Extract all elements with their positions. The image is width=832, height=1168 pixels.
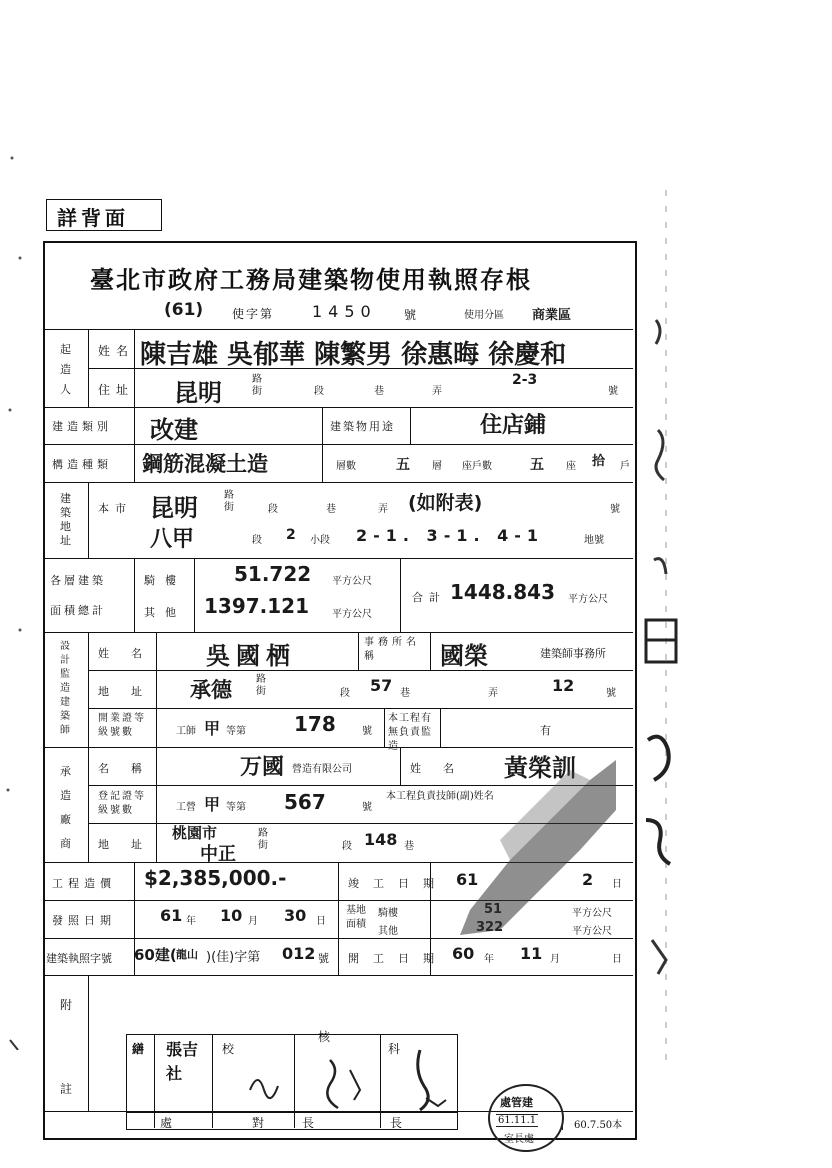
builder-street: 街 (252, 386, 262, 397)
architect-license-hao: 號 (362, 726, 372, 737)
architect-no: 12 (552, 676, 575, 695)
area-total-label: 合計 (412, 591, 446, 604)
form-title: 臺北市政府工務局建築物使用執照存根 (90, 265, 532, 294)
site-lot-hao: 地號 (584, 535, 604, 546)
units2-unit: 戶 (620, 461, 630, 472)
area-total: 1448.843 (450, 580, 556, 604)
stamp-cell-5: 處 (160, 1116, 173, 1130)
permit-char: 使字第 (232, 307, 275, 321)
builder-addr-label: 住址 (98, 383, 135, 397)
struct-value: 鋼筋混凝土造 (142, 452, 268, 476)
permit-value: 60建( (134, 946, 177, 964)
contractor-owner-label: 姓名 (410, 762, 476, 775)
bleed-through-marks (640, 180, 832, 1080)
architect-office-suffix: 建築師事務所 (540, 647, 606, 660)
stamp-cell-2: 校 (222, 1042, 235, 1056)
builder-addr-name: 昆明 (174, 379, 222, 407)
permit-number: 1450 (312, 302, 377, 321)
contractor-cert-label: 登記證等級號數 (98, 791, 146, 816)
permit-hao: 號 (318, 952, 329, 965)
done-day: 2 (582, 870, 594, 889)
contractor-name-label: 名稱 (98, 762, 164, 775)
contractor-addr-2: 中正 (200, 844, 236, 865)
architect-license-label: 開業證等級號數 (98, 713, 146, 738)
contractor-addr-1: 桃園市 (172, 824, 218, 842)
architect-reg-label: 本工程有無負責監造 (388, 713, 432, 752)
site-sub-label: 小段 (310, 535, 330, 546)
units-value: 五 (530, 457, 544, 473)
builder-name-label: 姓名 (98, 344, 135, 358)
architect-nong: 弄 (488, 688, 498, 699)
start-nian: 年 (484, 954, 494, 965)
site-section-label: 建築地址 (60, 492, 71, 547)
area-label-2: 面積總計 (50, 604, 106, 617)
units2-value: 拾 (592, 454, 606, 469)
architect-name-label: 姓名 (98, 647, 164, 660)
cost-value: $2,385,000.- (144, 866, 287, 890)
architect-duan: 段 (340, 688, 350, 699)
builder-hao: 號 (608, 386, 618, 397)
area-arcade: 51.722 (234, 562, 312, 586)
type-value: 改建 (150, 416, 198, 444)
contractor-section-label: 承造廠商 (60, 765, 71, 850)
contractor-cert-hao: 號 (362, 802, 372, 813)
base-arcade-unit: 平方公尺 (572, 908, 612, 919)
use-label: 建築物用途 (330, 420, 395, 433)
architect-license-mid: 等第 (226, 726, 246, 737)
architect-section-label: 設計監造建築師 (60, 641, 70, 736)
area-label-1: 各層建築 (50, 574, 106, 587)
contractor-cert-pre: 工營 (176, 802, 196, 813)
permit-value2: )(佳)字第 (206, 950, 261, 965)
base-arcade-label: 騎樓 (378, 908, 398, 919)
units-unit: 座 (566, 461, 576, 472)
issue-ri: 日 (316, 916, 326, 927)
contractor-addr-label: 地址 (98, 838, 164, 851)
area-arcade-label: 騎樓 (144, 574, 186, 587)
builder-names: 陳吉雄 吳郁華 陳繁男 徐惠晦 徐慶和 (140, 340, 567, 370)
permit-no: 012 (282, 944, 316, 963)
area-other: 1397.121 (204, 594, 310, 618)
start-yue: 月 (550, 954, 560, 965)
architect-office: 國榮 (440, 642, 488, 670)
signature-marks (230, 1040, 470, 1120)
zone-value: 商業區 (532, 308, 572, 323)
builder-xiang: 巷 (374, 386, 384, 397)
floors-label: 層數 (336, 461, 356, 472)
use-value: 住店鋪 (480, 413, 547, 438)
start-ri: 日 (612, 954, 622, 965)
permit-hao: 號 (404, 308, 417, 322)
type-label: 建造類別 (52, 420, 112, 433)
contractor-cert-grade: 甲 (204, 795, 221, 814)
site-hao: 號 (610, 504, 620, 515)
units-label: 座戶數 (462, 461, 492, 472)
stamp-cell-8: 長 (390, 1116, 403, 1130)
contractor-name: 万國 (240, 755, 285, 780)
seal-line-3: 室長處 (504, 1134, 534, 1145)
permit-year: (61) (164, 300, 204, 320)
contractor-duan: 段 (342, 841, 352, 852)
architect-hao: 號 (606, 688, 616, 699)
architect-name: 吳國栖 (206, 642, 296, 670)
seal-line-1: 處管建 (500, 1096, 533, 1109)
contractor-tech-label: 本工程負責技師(副)姓名 (386, 791, 494, 802)
architect-addr: 承德 (190, 678, 232, 702)
contractor-owner: 黃榮訓 (504, 754, 576, 782)
issue-month: 10 (220, 906, 243, 925)
builder-addr-no: 2-3 (512, 372, 538, 388)
done-year: 61 (456, 870, 479, 889)
site-note: (如附表) (408, 492, 483, 514)
remarks-label-1: 附 (60, 998, 73, 1012)
stamp-cell-4: 科 (388, 1042, 401, 1056)
builder-nong: 弄 (432, 386, 442, 397)
permit-sub: 龍山 (176, 948, 198, 961)
architect-xiang: 巷 (400, 688, 410, 699)
zone-label: 使用分區 (464, 310, 504, 321)
site-nong: 弄 (378, 504, 388, 515)
site-road-name: 昆明 (150, 494, 198, 522)
architect-office-label: 事務所名稱 (364, 637, 420, 662)
stamp-cell-6: 對 (252, 1116, 265, 1130)
area-arcade-unit: 平方公尺 (332, 576, 372, 587)
ink-smudge (440, 720, 620, 940)
architect-road: 路 (256, 674, 266, 685)
permit-label: 建築執照字號 (46, 952, 112, 965)
base-other-label: 其他 (378, 926, 398, 937)
architect-license-pre: 工師 (176, 726, 196, 737)
seal-line-2: 61.11.1 (498, 1115, 537, 1126)
site-lots: 2-1. 3-1. 4-1 (356, 526, 545, 545)
footer-code: 60.7.50本 (574, 1120, 623, 1131)
architect-license-grade: 甲 (204, 719, 221, 738)
contractor-cert-mid: 等第 (226, 802, 246, 813)
site-duan: 段 (268, 504, 278, 515)
site-road: 路 (224, 490, 234, 501)
base-label: 基地面積 (346, 905, 366, 930)
official-seal (488, 1084, 564, 1152)
base-other-unit: 平方公尺 (572, 926, 612, 937)
architect-reg: 有 (540, 724, 551, 737)
issue-nian: 年 (186, 916, 196, 927)
site-duan2: 段 (252, 535, 262, 546)
document-tag: 詳背面 (46, 199, 162, 231)
site-district: 八甲 (150, 527, 195, 552)
issue-day: 30 (284, 906, 307, 925)
done-label: 竣工日期 (348, 877, 448, 890)
architect-xiang-no: 57 (370, 676, 393, 695)
done-ri: 日 (612, 879, 622, 890)
issue-year: 61 (160, 906, 183, 925)
architect-addr-label: 地址 (98, 685, 164, 698)
builder-section-label: 起造人 (60, 343, 71, 396)
cost-label: 工程造價 (52, 877, 116, 890)
floors-unit: 層 (432, 461, 442, 472)
site-street: 街 (224, 502, 234, 513)
site-city: 本市 (98, 502, 132, 515)
start-year: 60 (452, 944, 475, 963)
area-other-unit: 平方公尺 (332, 609, 372, 620)
site-sub-no: 2 (286, 527, 296, 543)
issue-label: 發照日期 (52, 914, 116, 927)
builder-duan: 段 (314, 386, 324, 397)
architect-street: 街 (256, 686, 266, 697)
remarks-label-2: 註 (60, 1082, 73, 1096)
seal-side-box (562, 1112, 569, 1130)
contractor-road: 路 (258, 828, 268, 839)
site-xiang: 巷 (326, 504, 336, 515)
builder-road: 路 (252, 374, 262, 385)
stamp-name: 張吉社 (166, 1040, 199, 1083)
stamp-cell-7: 長 (302, 1116, 315, 1130)
start-month: 11 (520, 944, 543, 963)
area-total-unit: 平方公尺 (568, 594, 608, 605)
start-label: 開工日期 (348, 952, 448, 965)
margin-specks (0, 150, 40, 1050)
area-other-label: 其他 (144, 606, 186, 619)
issue-yue: 月 (248, 916, 258, 927)
contractor-name-suffix: 營造有限公司 (292, 764, 352, 775)
stamp-cell-3: 核 (318, 1030, 331, 1044)
stamp-cell-1: 繕 (132, 1042, 145, 1056)
architect-license-no: 178 (294, 712, 336, 736)
struct-label: 構造種類 (52, 458, 112, 471)
contractor-street: 街 (258, 840, 268, 851)
floors-value: 五 (396, 457, 410, 473)
contractor-cert-no: 567 (284, 790, 326, 814)
contractor-xiang-no: 148 (364, 830, 398, 849)
contractor-xiang: 巷 (404, 841, 414, 852)
